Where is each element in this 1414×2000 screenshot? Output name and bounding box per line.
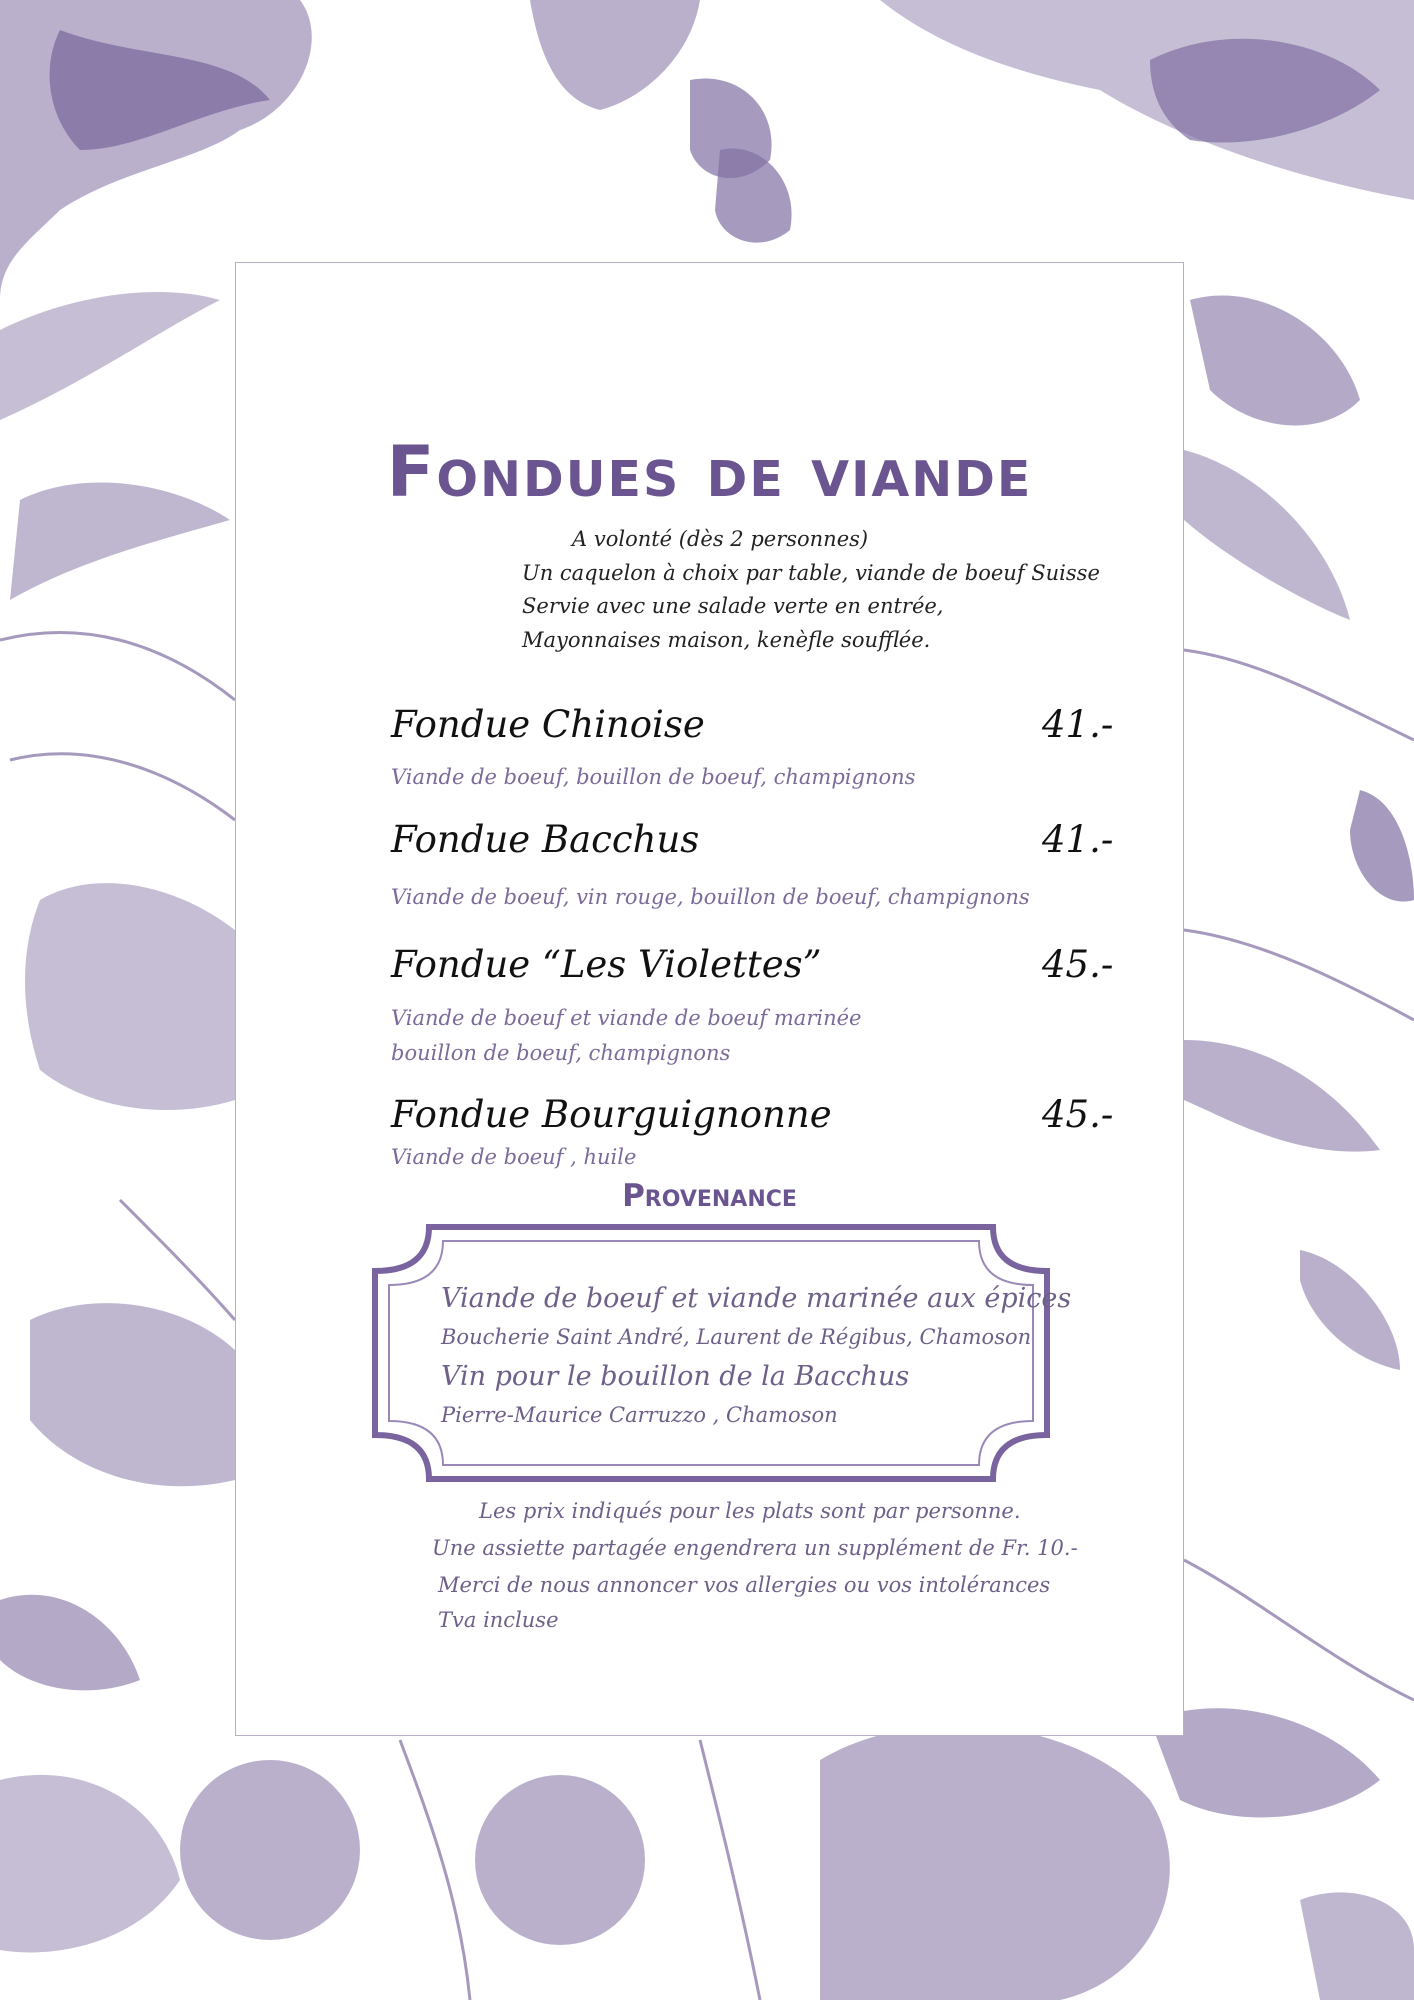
dish-name: Fondue Chinoise: [391, 703, 705, 746]
dish-description: Viande de boeuf, vin rouge, bouillon de boeuf, champignons: [391, 885, 1030, 909]
menu-title: Fondues de viande: [386, 431, 1033, 513]
footer-note: Merci de nous annoncer vos allergies ou vos intolérances: [438, 1573, 1051, 1597]
dish-description: bouillon de boeuf, champignons: [391, 1041, 731, 1065]
provenance-title: Provenance: [622, 1178, 797, 1214]
dish-name: Fondue Bacchus: [391, 818, 700, 861]
provenance-line: Vin pour le bouillon de la Bacchus: [441, 1361, 910, 1392]
dish-price: 45.-: [1042, 943, 1114, 986]
intro-line: Servie avec une salade verte en entrée,: [522, 594, 944, 618]
provenance-frame: [371, 1223, 1051, 1483]
footer-note: Les prix indiqués pour les plats sont par personne.: [479, 1499, 1021, 1523]
dish-price: 41.-: [1042, 818, 1114, 861]
dish-description: Viande de boeuf , huile: [391, 1145, 637, 1169]
footer-note: Tva incluse: [438, 1608, 559, 1632]
dish-price: 41.-: [1042, 703, 1114, 746]
provenance-line: Pierre-Maurice Carruzzo , Chamoson: [441, 1403, 838, 1427]
dish-name: Fondue Bourguignonne: [391, 1093, 832, 1136]
provenance-line: Boucherie Saint André, Laurent de Régibus, Chamoson: [441, 1325, 1032, 1349]
intro-line: Un caquelon à choix par table, viande de boeuf Suisse: [522, 561, 1100, 585]
footer-note: Une assiette partagée engendrera un supplément de Fr. 10.-: [432, 1536, 1078, 1560]
intro-line: A volonté (dès 2 personnes): [572, 527, 869, 551]
dish-price: 45.-: [1042, 1093, 1114, 1136]
menu-card: [235, 262, 1184, 1736]
provenance-line: Viande de boeuf et viande marinée aux épices: [441, 1283, 1072, 1314]
dish-description: Viande de boeuf et viande de boeuf marinée: [391, 1006, 862, 1030]
dish-description: Viande de boeuf, bouillon de boeuf, champignons: [391, 765, 916, 789]
dish-name: Fondue “Les Violettes”: [391, 943, 822, 986]
intro-line: Mayonnaises maison, kenèfle soufflée.: [522, 628, 931, 652]
